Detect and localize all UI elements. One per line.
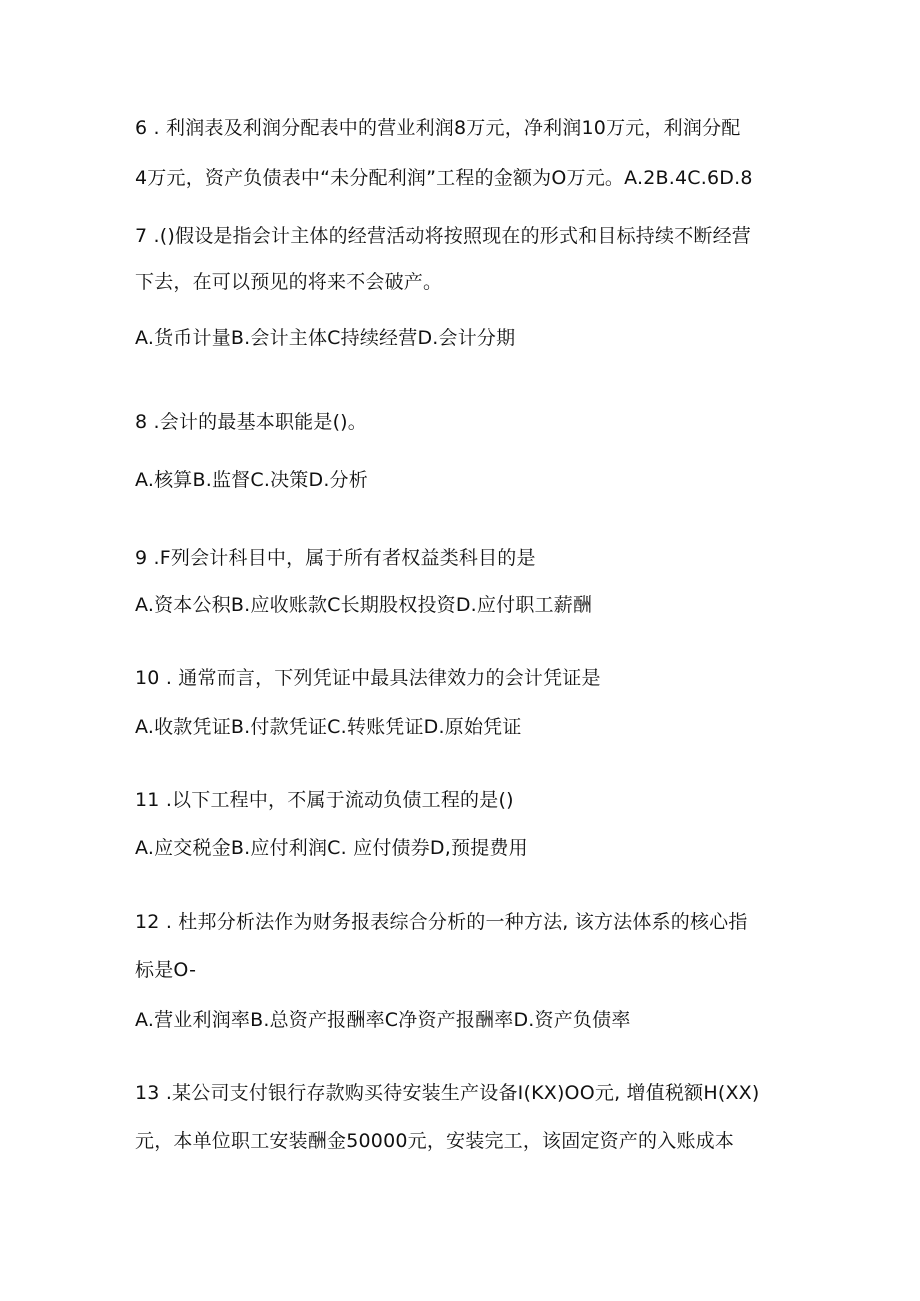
q9-options: A.资本公积B.应收账款C长期股权投资D.应付职工薪酬 (135, 594, 593, 616)
q11-options: A.应交税金B.应付利润C. 应付债券D,预提费用 (135, 837, 528, 859)
q13-line-1: 13 .某公司支付银行存款购买待安装生产设备I(KX)OO元, 增值税额H(XX) (135, 1082, 760, 1104)
q8-line-1: 8 .会计的最基本职能是()。 (135, 411, 367, 433)
q6-line-2: 4万元，资产负债表中“未分配利润”工程的金额为O万元。A.2B.4C.6D.8 (135, 167, 753, 189)
q7-line-2: 下去，在可以预见的将来不会破产。 (135, 271, 443, 293)
q12-line-1: 12 . 杜邦分析法作为财务报表综合分析的一种方法, 该方法体系的核心指 (135, 911, 748, 933)
q10-options: A.收款凭证B.付款凭证C.转账凭证D.原始凭证 (135, 716, 522, 738)
q6-line-1: 6 . 利润表及利润分配表中的营业利润8万元，净利润10万元，利润分配 (135, 117, 741, 139)
q7-line-1: 7 .()假设是指会计主体的经营活动将按照现在的形式和目标持续不断经营 (135, 225, 751, 247)
q9-line-1: 9 .F列会计科目中，属于所有者权益类科目的是 (135, 547, 536, 569)
q12-line-2: 标是O- (135, 959, 197, 981)
q13-line-2: 元，本单位职工安装酬金50000元，安装完工，该固定资产的入账成本 (135, 1130, 735, 1152)
q8-options: A.核算B.监督C.决策D.分析 (135, 469, 368, 491)
q7-options: A.货币计量B.会计主体C持续经营D.会计分期 (135, 327, 516, 349)
q12-options: A.营业利润率B.总资产报酬率C净资产报酬率D.资产负债率 (135, 1009, 631, 1031)
q11-line-1: 11 .以下工程中，不属于流动负债工程的是() (135, 789, 514, 811)
q10-line-1: 10 . 通常而言，下列凭证中最具法律效力的会计凭证是 (135, 667, 601, 689)
